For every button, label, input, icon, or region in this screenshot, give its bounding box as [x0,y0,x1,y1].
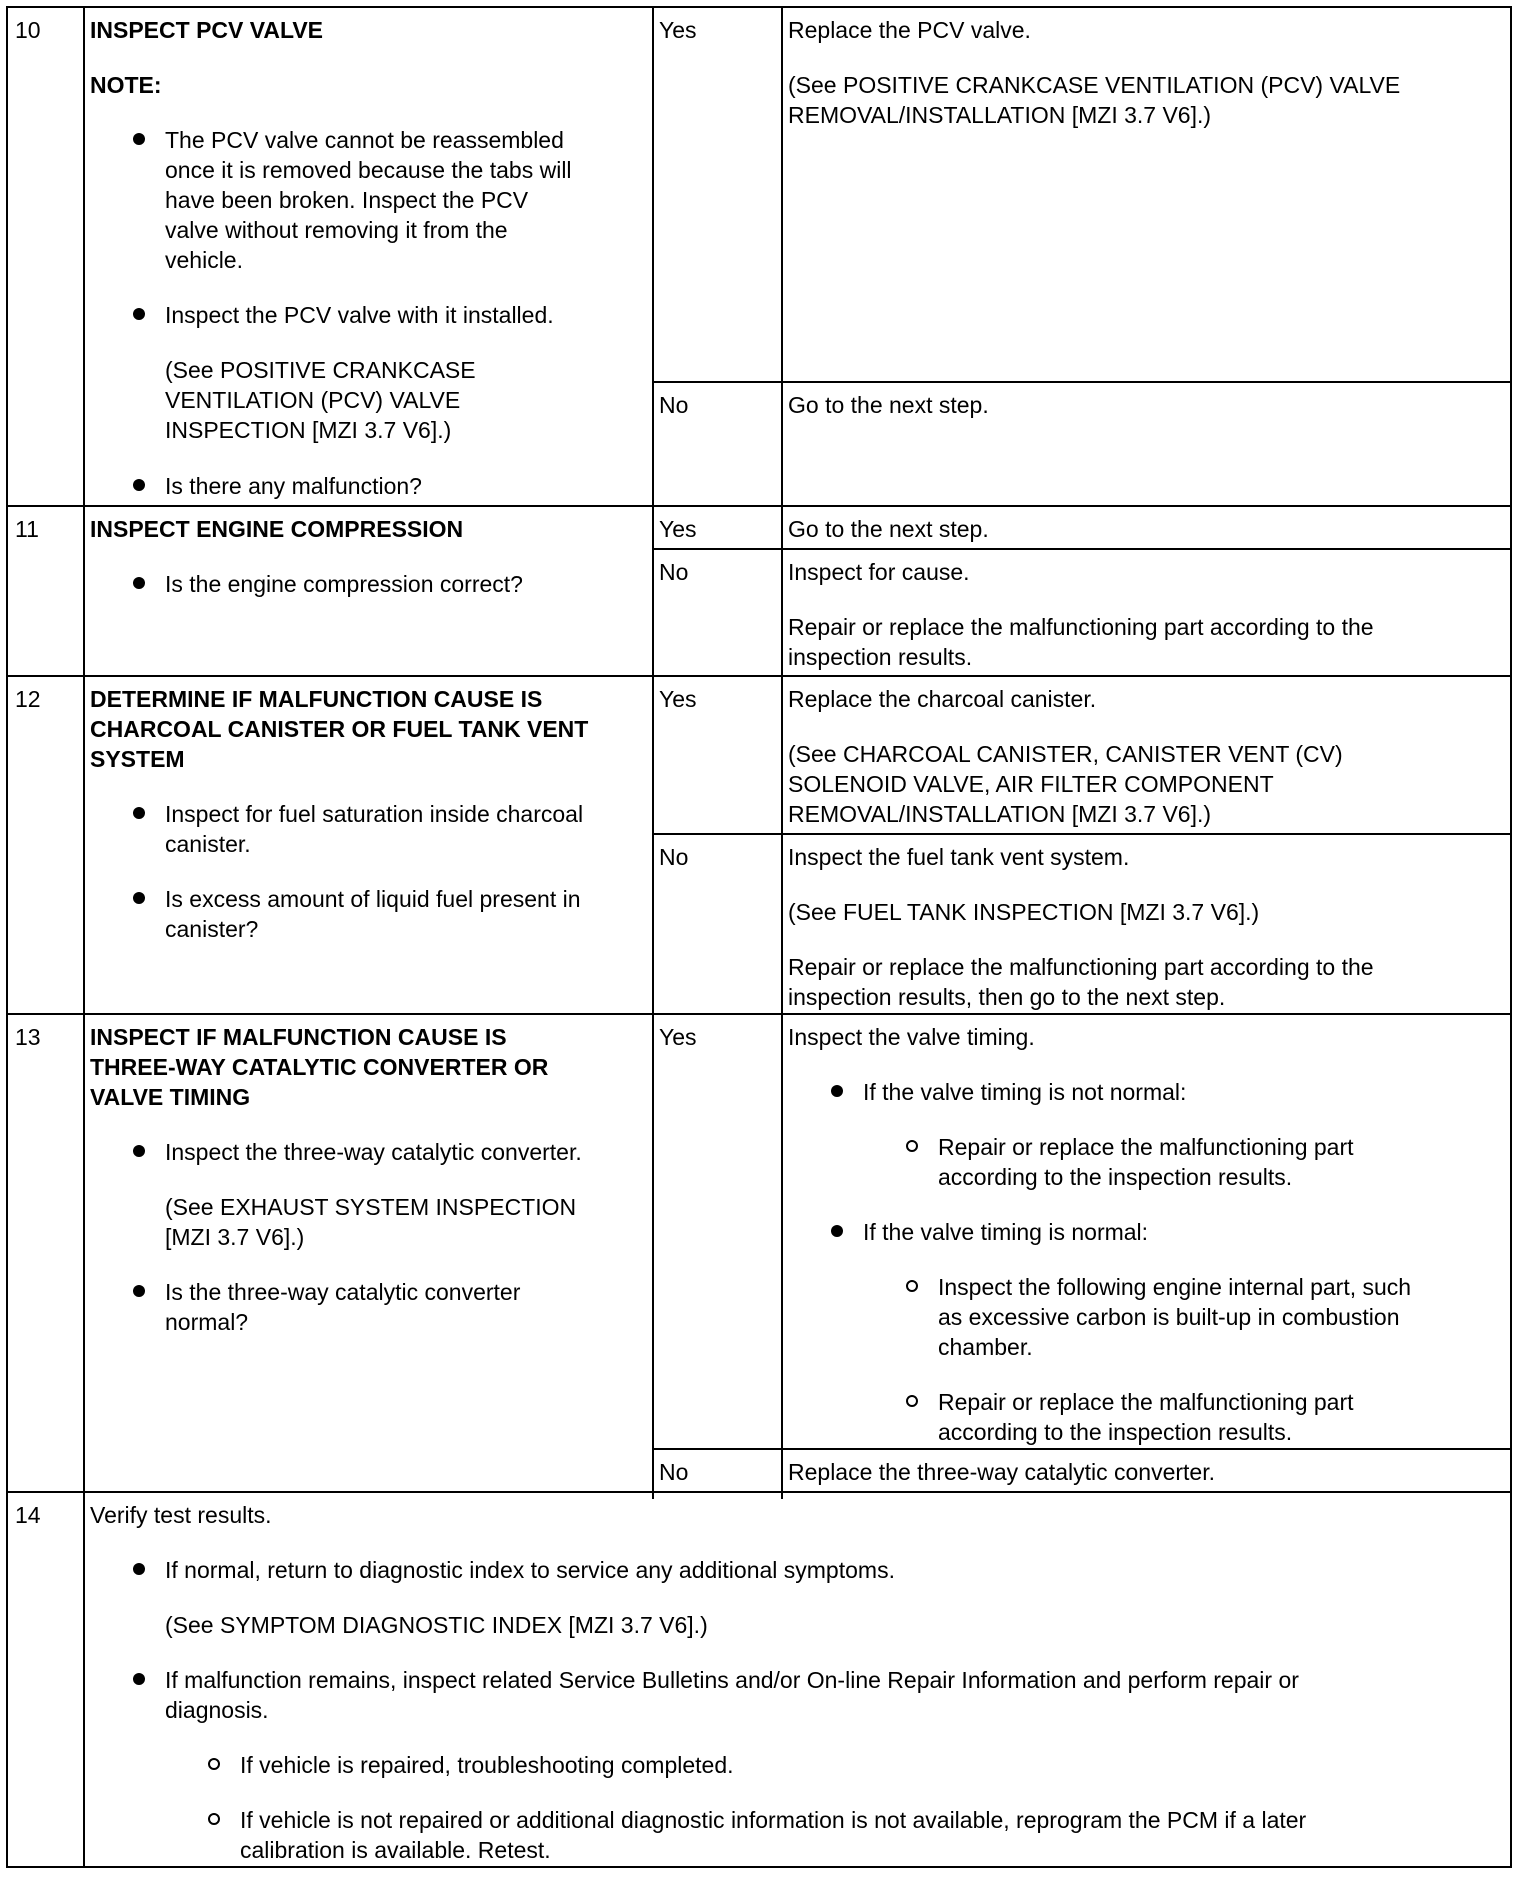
row-divider [8,1013,1512,1015]
diagnostic-table [6,6,1512,1868]
bullet-text: If the valve timing is normal: [863,1219,1149,1245]
bullet-text: Is excess amount of liquid fuel present in [165,886,581,912]
col-divider-step [83,8,85,1866]
sub-bullet-text: Inspect the following engine internal part, such [938,1274,1412,1300]
sub-bullet-ring [208,1758,220,1770]
reference-text: REMOVAL/INSTALLATION [MZI 3.7 V6].) [788,801,1212,827]
row-divider [8,675,1512,677]
action-text: Replace the PCV valve. [788,17,1031,43]
sub-bullet-ring [906,1140,918,1152]
bullet-text: Is the three-way catalytic converter [165,1279,521,1305]
reference-text: (See CHARCOAL CANISTER, CANISTER VENT (CV) [788,741,1343,767]
reference-text: REMOVAL/INSTALLATION [MZI 3.7 V6].) [788,102,1212,128]
answer-yes: Yes [659,516,697,542]
step-title: DETERMINE IF MALFUNCTION CAUSE IS [90,686,543,712]
answer-yes: Yes [659,686,697,712]
reference-text: [MZI 3.7 V6].) [165,1224,305,1250]
answer-no: No [659,1459,689,1485]
answer-yes: Yes [659,1024,697,1050]
bullet-text: Inspect the three-way catalytic converter. [165,1139,582,1165]
step-title: INSPECT IF MALFUNCTION CAUSE IS [90,1024,507,1050]
bullet-text: Inspect the PCV valve with it installed. [165,302,554,328]
action-text: Inspect the valve timing. [788,1024,1035,1050]
bullet-text: The PCV valve cannot be reassembled [165,127,564,153]
step-number: 14 [15,1502,41,1528]
step-title: THREE-WAY CATALYTIC CONVERTER OR [90,1054,549,1080]
step-number: 11 [15,516,39,542]
action-text: Inspect for cause. [788,559,970,585]
bullet-dot [133,1673,145,1685]
bullet-text: canister. [165,831,251,857]
action-text: inspection results. [788,644,973,670]
sub-bullet-text: chamber. [938,1334,1033,1360]
action-text: Repair or replace the malfunctioning part according to the [788,954,1374,980]
bullet-dot [133,1563,145,1575]
step-number: 13 [15,1024,41,1050]
reference-text: SOLENOID VALVE, AIR FILTER COMPONENT [788,771,1274,797]
action-text: Repair or replace the malfunctioning part according to the [788,614,1374,640]
reference-text: (See EXHAUST SYSTEM INSPECTION [165,1194,577,1220]
action-text: Inspect the fuel tank vent system. [788,844,1130,870]
step-title: VALVE TIMING [90,1084,251,1110]
bullet-text: If normal, return to diagnostic index to service any additional symptoms. [165,1557,895,1583]
row-divider [8,1491,1512,1493]
reference-text: (See FUEL TANK INSPECTION [MZI 3.7 V6].) [788,899,1260,925]
sub-bullet-text: according to the inspection results. [938,1164,1293,1190]
answer-yes: Yes [659,17,697,43]
bullet-text: Is there any malfunction? [165,473,422,499]
step-title: CHARCOAL CANISTER OR FUEL TANK VENT [90,716,589,742]
row-divider [652,381,1512,383]
bullet-text: diagnosis. [165,1697,269,1723]
action-text: Replace the three-way catalytic converter. [788,1459,1215,1485]
action-text: inspection results, then go to the next step. [788,984,1226,1010]
bullet-dot [133,577,145,589]
action-text: Replace the charcoal canister. [788,686,1097,712]
bullet-dot [831,1225,843,1237]
bullet-text: If the valve timing is not normal: [863,1079,1187,1105]
bullet-text: once it is removed because the tabs will [165,157,572,183]
bullet-dot [133,1285,145,1297]
sub-bullet-ring [906,1280,918,1292]
bullet-text: canister? [165,916,259,942]
sub-bullet-text: according to the inspection results. [938,1419,1293,1445]
bullet-dot [133,1145,145,1157]
bullet-dot [831,1085,843,1097]
bullet-text: Inspect for fuel saturation inside charcoal [165,801,584,827]
step-title: INSPECT ENGINE COMPRESSION [90,516,464,542]
answer-no: No [659,559,689,585]
bullet-dot [133,807,145,819]
bullet-text: have been broken. Inspect the PCV [165,187,529,213]
reference-text: (See POSITIVE CRANKCASE VENTILATION (PCV) VALVE [788,72,1401,98]
action-text: Go to the next step. [788,392,989,418]
row-divider [8,505,1512,507]
bullet-dot [133,892,145,904]
sub-bullet-ring [208,1813,220,1825]
bullet-dot [133,308,145,320]
col-divider-action [781,8,783,1499]
bullet-dot [133,133,145,145]
step-title: INSPECT PCV VALVE [90,17,324,43]
step-number: 12 [15,686,41,712]
row-divider [652,1448,1512,1450]
reference-text: VENTILATION (PCV) VALVE [165,387,461,413]
sub-bullet-text: If vehicle is repaired, troubleshooting completed. [240,1752,734,1778]
bullet-text: valve without removing it from the [165,217,508,243]
answer-no: No [659,844,689,870]
bullet-text: vehicle. [165,247,243,273]
step-number: 10 [15,17,41,43]
step-title: SYSTEM [90,746,185,772]
bullet-text: normal? [165,1309,249,1335]
row-divider [652,548,1512,550]
sub-bullet-text: Repair or replace the malfunctioning part [938,1389,1354,1415]
answer-no: No [659,392,689,418]
sub-bullet-text: Repair or replace the malfunctioning part [938,1134,1354,1160]
row-divider [652,833,1512,835]
reference-text: (See SYMPTOM DIAGNOSTIC INDEX [MZI 3.7 V6].) [165,1612,708,1638]
sub-bullet-text: as excessive carbon is built-up in combustion [938,1304,1400,1330]
col-divider-answer [652,8,654,1499]
sub-bullet-text: If vehicle is not repaired or additional diagnostic information is not available, reprogram the PCM if a later [240,1807,1307,1833]
sub-bullet-ring [906,1395,918,1407]
reference-text: (See POSITIVE CRANKCASE [165,357,476,383]
reference-text: INSPECTION [MZI 3.7 V6].) [165,417,452,443]
bullet-text: If malfunction remains, inspect related Service Bulletins and/or On-line Repair Information and perform repair or [165,1667,1299,1693]
sub-bullet-text: calibration is available. Retest. [240,1837,551,1863]
bullet-dot [133,479,145,491]
action-text: Go to the next step. [788,516,989,542]
step-title: Verify test results. [90,1502,272,1528]
bullet-text: Is the engine compression correct? [165,571,523,597]
note-label: NOTE: [90,72,162,98]
